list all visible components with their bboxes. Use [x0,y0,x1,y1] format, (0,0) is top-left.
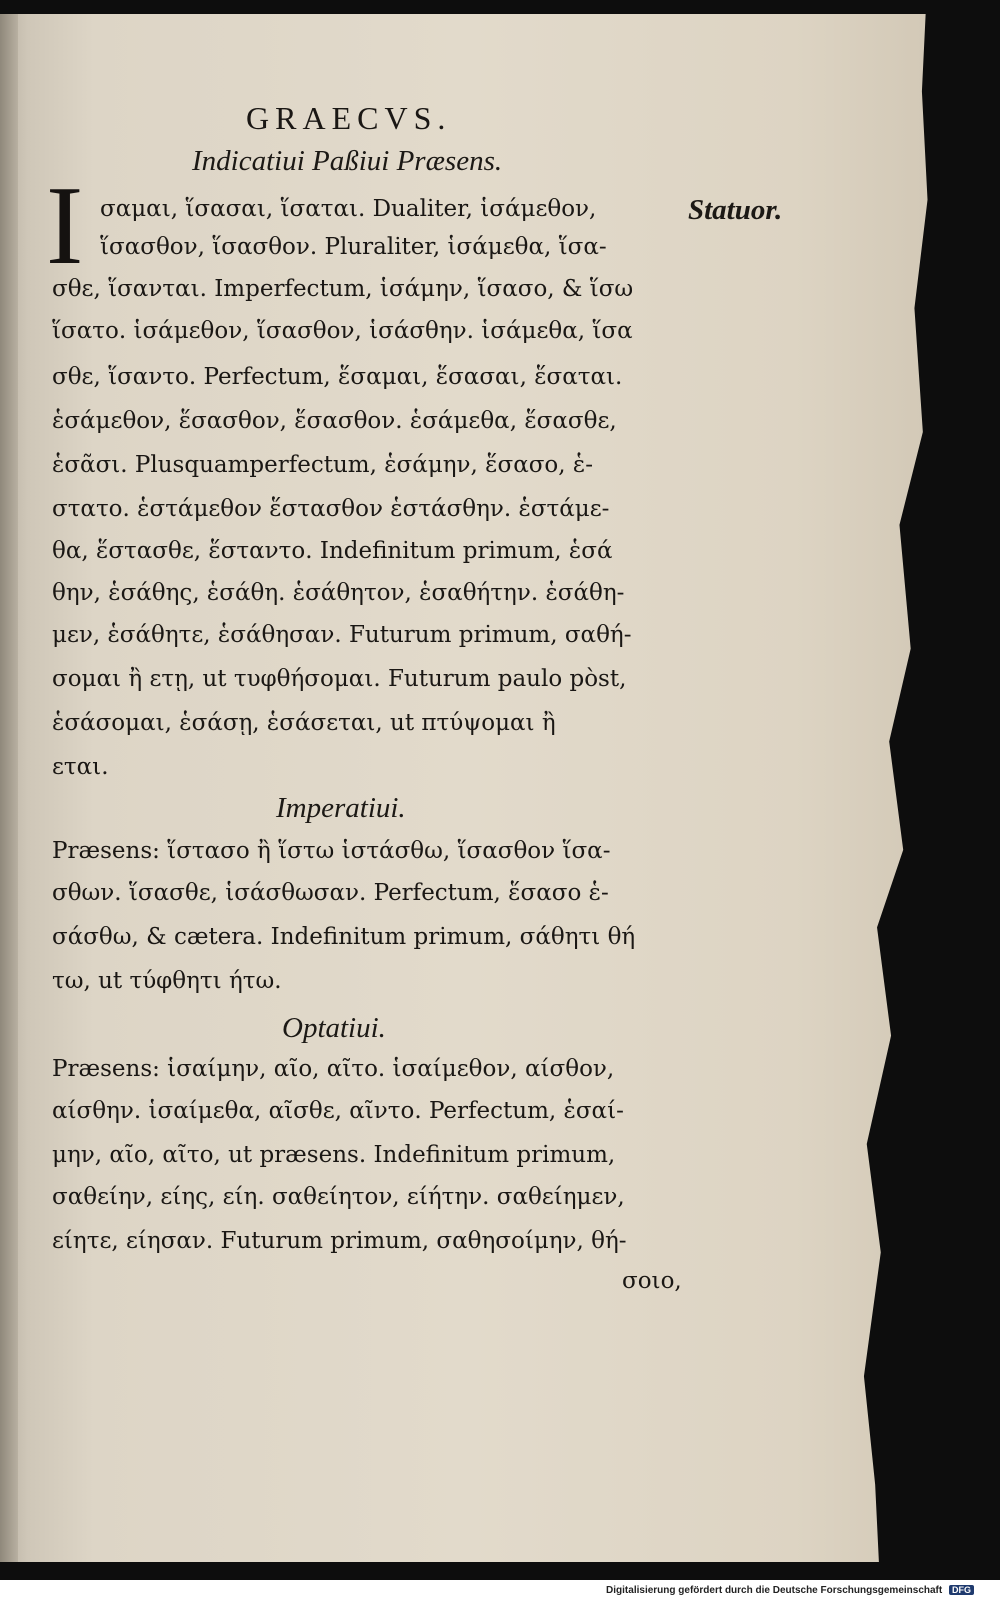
text-line: σομαι ἢ ετῃ, ut τυφθήσομαι. Futurum paulo pòst, [52,666,627,692]
text-line: ἵσατο. ἱσάμεθον, ἵσασθον, ἱσάσθην. ἱσάμεθα, ἵσα [52,318,633,344]
text-line: στατο. ἑστάμεθον ἕστασθον ἑστάσθην. ἑστάμε- [52,496,610,522]
page-gutter [0,14,18,1562]
credit-text: Digitalisierung gefördert durch die Deutsche Forschungsgemeinschaft [606,1585,943,1596]
text-line: σθε, ἵσανται. Imperfectum, ἱσάμην, ἵσασο, & ἵσω [52,276,634,302]
digitization-credit [606,1585,974,1596]
text-line: σθων. ἵσασθε, ἱσάσθωσαν. Perfectum, ἕσασο ἑ- [52,880,609,906]
text-line: μεν, ἑσάθητε, ἑσάθησαν. Futurum primum, σαθή- [52,622,632,648]
margin-note: Statuor. [688,194,783,226]
dfg-logo: DFG [949,1585,974,1595]
section-title-imperative: Imperatiui. [276,792,406,824]
catchword: σοιο, [622,1268,682,1294]
text-line: Præsens: ἱσαίμην, αῖο, αῖτο. ἱσαίμεθον, αίσθον, [52,1056,615,1082]
text-line: ἑσᾶσι. Plusquamperfectum, ἑσάμην, ἕσασο, ἑ- [52,452,594,478]
section-title-optative: Optatiui. [282,1012,386,1044]
drop-cap: I [46,164,84,288]
text-line: τω, ut τύφθητι ήτω. [52,968,282,994]
text-line: σθε, ἵσαντο. Perfectum, ἕσαμαι, ἕσασαι, ἕσαται. [52,364,623,390]
text-line: ἑσάσομαι, ἑσάσῃ, ἑσάσεται, ut πτύψομαι ἢ [52,710,556,736]
text-line: μην, αῖο, αῖτο, ut præsens. Indefinitum primum, [52,1142,616,1168]
text-line: εται. [52,754,109,780]
section-title-indicative: Indicatiui Paßiui Præsens. [192,145,503,177]
text-line: Præsens: ἵστασο ἢ ἵστω ἱστάσθω, ἵσασθον ἵσα- [52,838,611,864]
text-line: σάσθω, & cætera. Indefinitum primum, σάθητι θή [52,924,636,950]
text-line: σαμαι, ἵσασαι, ἵσαται. Dualiter, ἱσάμεθον, [100,196,597,222]
text-line: σαθείην, είης, είη. σαθείητον, είήτην. σαθείημεν, [52,1184,625,1210]
text-line: θην, ἑσάθης, ἑσάθη. ἑσάθητον, ἑσαθήτην. ἑσάθη- [52,580,625,606]
text-line: ἵσασθον, ἵσασθον. Pluraliter, ἱσάμεθα, ἵσα- [100,234,607,260]
text-line: ἑσάμεθον, ἕσασθον, ἕσασθον. ἑσάμεθα, ἕσασθε, [52,408,617,434]
text-line: αίσθην. ἱσαίμεθα, αῖσθε, αῖντο. Perfectum, ἑσαί- [52,1098,624,1124]
running-head: GRAECVS. [246,100,452,136]
text-line: είητε, είησαν. Futurum primum, σαθησοίμην, θή- [52,1228,627,1254]
text-line: θα, ἕστασθε, ἕσταντο. Indefinitum primum, ἑσά [52,538,613,564]
